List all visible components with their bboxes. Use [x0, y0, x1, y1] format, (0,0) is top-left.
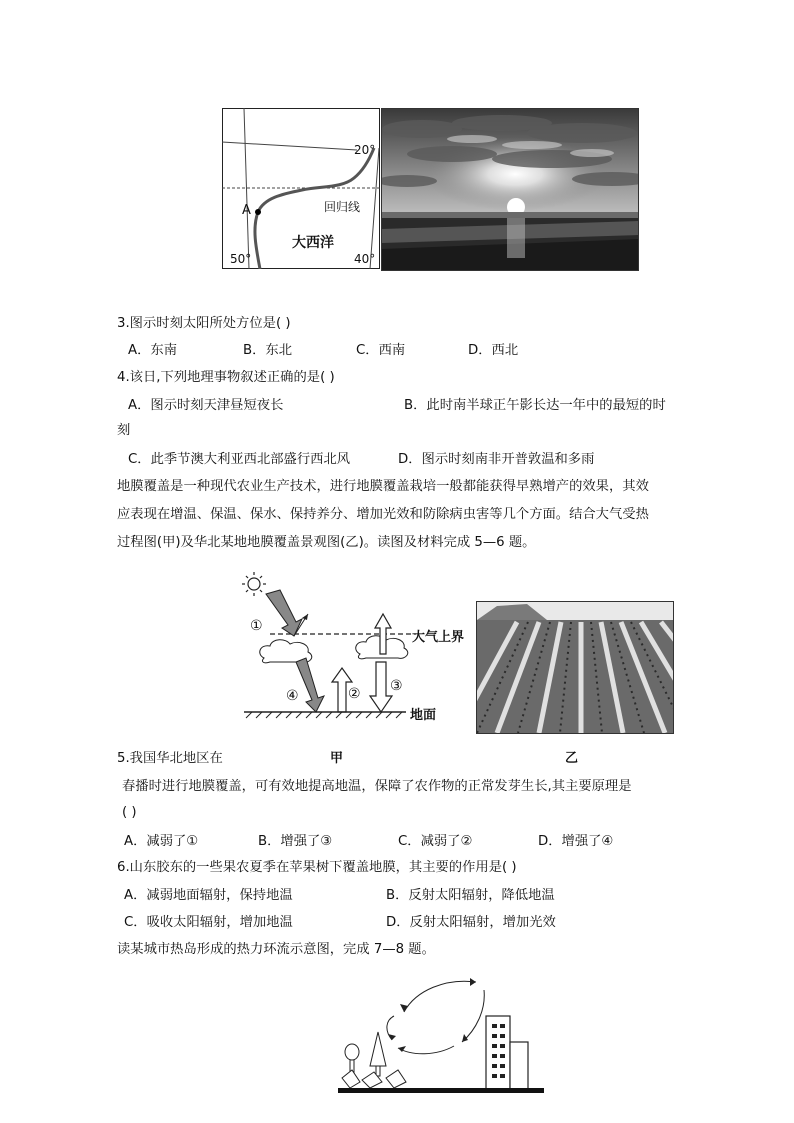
sun-icon: [242, 572, 266, 596]
q3-option-c[interactable]: C．西南: [356, 343, 406, 358]
q6-stem: 6.山东胶东的一些果农夏季在苹果树下覆盖地膜，其主要的作用是( ): [117, 860, 517, 875]
heat-island-drawing: [336, 970, 548, 1098]
sunset-photo-drawing: [382, 109, 638, 270]
q4-option-d[interactable]: D．图示时刻南非开普敦温和多雨: [398, 452, 595, 467]
q6-option-c[interactable]: C．吸收太阳辐射，增加地温: [124, 915, 293, 930]
point-a-label: A: [242, 203, 251, 218]
atmosphere-heating-diagram: [236, 570, 470, 723]
q3-option-a[interactable]: A．东南: [128, 343, 177, 358]
label-atmosphere-top: 大气上界: [412, 630, 465, 645]
q6-option-d[interactable]: D．反射太阳辐射，增加光效: [386, 915, 556, 930]
q6-option-a[interactable]: A．减弱地面辐射，保持地温: [124, 888, 293, 903]
caption-yi: 乙: [565, 751, 579, 766]
q4-option-a[interactable]: A．图示时刻天津昼短夜长: [128, 398, 284, 413]
q6-option-b[interactable]: B．反射太阳辐射，降低地温: [386, 888, 555, 903]
mulch-field-drawing: [477, 602, 673, 733]
tropic-map: [222, 108, 380, 269]
passage1-line3: 过程图(甲)及华北某地地膜覆盖景观图(乙)。读图及材料完成 5—6 题。: [117, 535, 536, 550]
q3-option-d[interactable]: D．西北: [468, 343, 519, 358]
label-n2: ②: [348, 686, 361, 702]
q3-option-b[interactable]: B．东北: [243, 343, 293, 358]
q5-stem-line2: 春播时进行地膜覆盖，可有效地提高地温，保障了农作物的正常发芽生长,其主要原理是: [122, 779, 632, 794]
q5-stem-line1: 5.我国华北地区在: [117, 751, 223, 766]
passage1-line2: 应表现在增温、保温、保水、保持养分、增加光效和防除病虫害等几个方面。结合大气受热: [117, 507, 649, 522]
q5-stem-line3: ( ): [122, 805, 137, 820]
tropic-label: 回归线: [324, 200, 361, 214]
caption-jia: 甲: [330, 751, 344, 766]
q5-option-d[interactable]: D．增强了④: [538, 834, 614, 849]
label-n3: ③: [390, 678, 403, 694]
lon-40-label: 40°: [354, 252, 376, 266]
q4-stem: 4.该日,下列地理事物叙述正确的是( ): [117, 370, 335, 385]
passage2-line1: 读某城市热岛形成的热力环流示意图，完成 7—8 题。: [117, 942, 435, 957]
label-n4: ④: [286, 688, 299, 704]
mulch-field-photo: [476, 601, 674, 734]
lon-50-label: 50°: [230, 252, 252, 266]
heat-island-diagram: [336, 970, 548, 1098]
sunset-photo: [381, 108, 639, 271]
q5-option-b[interactable]: B．增强了③: [258, 834, 333, 849]
q4-option-b-continued: 刻: [117, 423, 131, 438]
ocean-label: 大西洋: [292, 235, 334, 251]
passage1-line1: 地膜覆盖是一种现代农业生产技术，进行地膜覆盖栽培一般都能获得早熟增产的效果，其效: [117, 479, 649, 494]
q4-option-b[interactable]: B．此时南半球正午影长达一年中的最短的时: [404, 398, 666, 413]
q5-option-c[interactable]: C．减弱了②: [398, 834, 473, 849]
q3-stem: 3.图示时刻太阳所处方位是( ): [117, 316, 291, 331]
lat-20-label: 20°: [354, 143, 376, 157]
q4-option-c[interactable]: C．此季节澳大利亚西北部盛行西北风: [128, 452, 351, 467]
label-n1: ①: [250, 618, 263, 634]
label-ground: 地面: [410, 708, 437, 723]
q5-option-a[interactable]: A．减弱了①: [124, 834, 199, 849]
